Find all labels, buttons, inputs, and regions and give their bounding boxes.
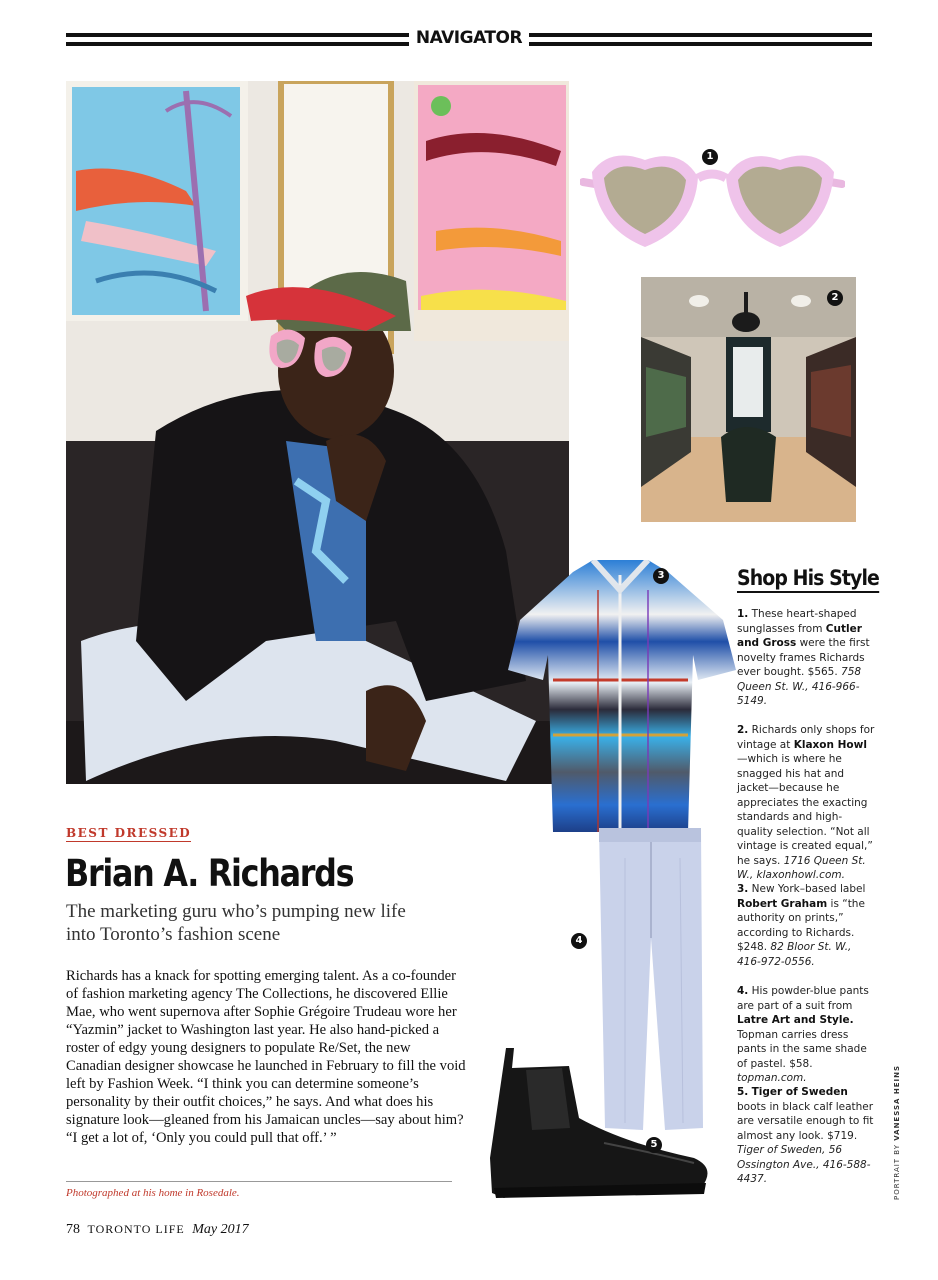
item-number: 4. — [737, 985, 749, 997]
photo-caption: Photographed at his home in Rosedale. — [66, 1187, 240, 1199]
item-text: were the first novelty frames Richards ever bought. $565. — [737, 637, 870, 678]
issue-date: May 2017 — [192, 1222, 249, 1237]
article-dek: The marketing guru who’s pumping new life into Toronto’s fashion scene — [66, 901, 406, 945]
store-interior-photo — [641, 277, 856, 522]
product-badge-5: 5 — [646, 1137, 662, 1153]
item-brand: Cutler and Gross — [737, 622, 862, 649]
product-badge-4: 4 — [571, 933, 587, 949]
item-address: 82 Bloor St. W., 416-972-0556. — [737, 941, 852, 968]
header-rule-right-top — [529, 33, 872, 37]
header-rule-left-bottom — [66, 42, 409, 46]
sidebar-item-3 — [737, 882, 877, 969]
item-brand: Klaxon Howl — [793, 738, 867, 751]
item-text: —which is where he snagged his hat and jacket—because he appreciates the exacting standards and high-quality selection. “Not all vintage is created equal,” he says. — [737, 753, 873, 867]
credit-label: PORTRAIT BY — [893, 1140, 901, 1200]
item-number: 1. — [737, 608, 749, 620]
item-text: These heart-shaped sunglasses from — [737, 608, 857, 635]
portrait-photo — [66, 81, 569, 784]
product-badge-1: 1 — [702, 149, 718, 165]
shirt-photo — [508, 560, 736, 832]
folio — [66, 1222, 249, 1238]
item-number: 5. — [737, 1086, 749, 1098]
item-text: Topman carries dress pants in the same shade of pastel. $58. — [737, 1028, 867, 1070]
photo-credit — [893, 1065, 905, 1200]
item-text: Richards only shops for vintage at — [737, 724, 875, 751]
caption-rule — [66, 1181, 452, 1182]
credit-name: VANESSA HEINS — [893, 1065, 901, 1141]
item-text: boots in black calf leather are versatile enough to fit almost any look. $719. — [737, 1100, 874, 1142]
sidebar-item-2 — [737, 723, 877, 883]
sidebar-title: Shop His Style — [737, 566, 879, 593]
item-number: 3. — [737, 883, 749, 895]
article-body: Richards has a knack for spotting emerging talent. As a co-founder of fashion marketing agency The Collections, he discovered Ellie Mae, who went supernova after Sophie Grégoire Trudeau wore her “Yazmin” jacket to Washington last year. He also hand-picked a roster of edgy young designers to populate Re/Set, the new Canadian designer showcase he launched in February to fill the void left by Fashion Week. “I think you can determine someone’s personality by their outfit choices,” he says. And what does his signature look—gleaned from his Jamaican uncles—say about him? “I get a lot of, ‘Only you could pull that off.’ ” — [66, 968, 466, 1146]
item-address: Tiger of Sweden, 56 Ossington Ave., 416-588-4437. — [737, 1144, 871, 1185]
item-address: topman.com. — [737, 1072, 807, 1084]
article-headline: Brian A. Richards — [65, 852, 354, 895]
item-text: is “the authority on prints,” according to Richards. $248. — [737, 897, 865, 953]
sidebar-item-1 — [737, 607, 877, 709]
sidebar-item-5 — [737, 1085, 877, 1187]
item-brand: Robert Graham — [737, 897, 828, 910]
item-text: His powder-blue pants are part of a suit from — [737, 985, 869, 1012]
item-address: 758 Queen St. W., 416-966-5149. — [737, 666, 862, 707]
product-badge-3: 3 — [653, 568, 669, 584]
sidebar-item-4 — [737, 984, 877, 1086]
header-rule-left-top — [66, 33, 409, 37]
boot-photo — [484, 1048, 712, 1200]
section-title: NAVIGATOR — [415, 28, 523, 48]
item-number: 2. — [737, 724, 749, 736]
header-rule-right-bottom — [529, 42, 872, 46]
product-badge-2: 2 — [827, 290, 843, 306]
article-kicker: BEST DRESSED — [66, 826, 192, 840]
page-number: 78 — [66, 1222, 80, 1237]
magazine-name: TORONTO LIFE — [87, 1222, 185, 1236]
item-brand: Tiger of Sweden — [751, 1086, 848, 1098]
item-text: New York–based label — [748, 883, 866, 895]
item-address: 1716 Queen St. W., klaxonhowl.com. — [737, 854, 866, 881]
item-brand: Latre Art and Style. — [737, 1014, 854, 1026]
